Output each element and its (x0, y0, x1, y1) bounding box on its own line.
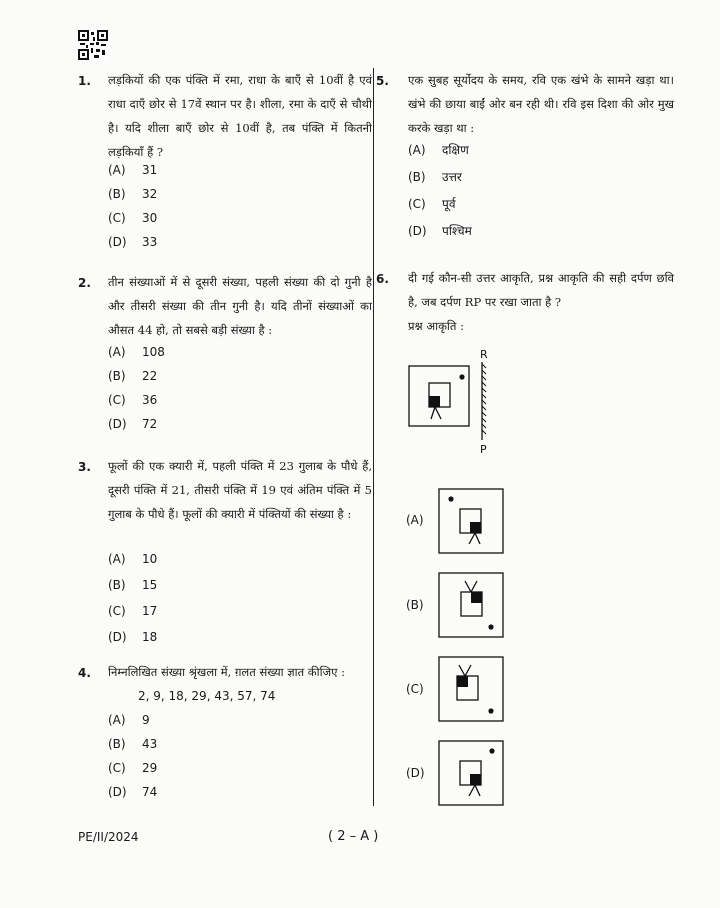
mirror-label-bottom: P (480, 443, 487, 456)
question-text: निम्नलिखित संख्या श्रृंखला में, ग़लत संख्या ज्ञात कीजिए : (108, 665, 346, 679)
option-b[interactable]: (B) 32 (108, 187, 158, 201)
question-text: फूलों की एक क्यारी में, पहली पंक्ति में 23 गुलाब के पौधे हैं, दूसरी पंक्ति में 21, तीसरी पंक्ति में 19 एवं अंतिम पंक्ति में 5 गुलाब के पौधे हैं। फूलों की क्यारी में पंक्तियों की संख्या है : (108, 459, 372, 521)
question-number: 4. (78, 666, 91, 680)
answer-label-d: (D) (406, 766, 425, 780)
question-figure (408, 346, 498, 456)
qr-code-icon (78, 30, 108, 60)
question-number: 3. (78, 460, 91, 474)
option-b[interactable]: (B) 43 (108, 737, 158, 751)
option-a[interactable]: (A) दक्षिण (408, 143, 469, 157)
answer-label-b: (B) (406, 598, 424, 612)
option-b[interactable]: (B) 22 (108, 369, 158, 383)
question-6 (376, 272, 676, 332)
option-c[interactable]: (C) 29 (108, 761, 158, 775)
question-5 (376, 74, 676, 244)
option-c[interactable]: (C) 36 (108, 393, 158, 407)
question-text: तीन संख्याओं में से दूसरी संख्या, पहली संख्या की दो गुनी है और तीसरी संख्या की तीन गुनी है। यदि तीनों संख्याओं का औसत 44 हो, तो सबसे बड़ी संख्या है : (108, 275, 372, 337)
number-sequence: 2, 9, 18, 29, 43, 57, 74 (138, 689, 276, 703)
answer-figure-a[interactable] (438, 488, 504, 554)
question-number: 5. (376, 74, 389, 88)
option-c[interactable]: (C) 17 (108, 604, 158, 618)
option-d[interactable]: (D) 74 (108, 785, 158, 799)
option-d[interactable]: (D) 72 (108, 417, 158, 431)
option-c[interactable]: (C) पूर्व (408, 197, 456, 211)
option-d[interactable]: (D) 18 (108, 630, 158, 644)
question-number: 2. (78, 276, 91, 290)
page-number: ( 2 – A ) (328, 829, 379, 844)
option-b[interactable]: (B) 15 (108, 578, 158, 592)
answer-figure-b[interactable] (438, 572, 504, 638)
paper-code: PE/II/2024 (78, 830, 139, 844)
answer-label-c: (C) (406, 682, 424, 696)
question-number: 6. (376, 272, 389, 286)
answer-figure-d[interactable] (438, 740, 504, 806)
question-text: एक सुबह सूर्योदय के समय, रवि एक खंभे के सामने खड़ा था। खंभे की छाया बाईं ओर बन रही थी। रवि इस दिशा की ओर मुख करके खड़ा था : (408, 73, 674, 135)
answer-figure-c[interactable] (438, 656, 504, 722)
mirror-label-top: R (480, 348, 488, 361)
option-d[interactable]: (D) 33 (108, 235, 158, 249)
question-1 (78, 74, 373, 254)
question-text: लड़कियों की एक पंक्ति में रमा, राधा के बाएँ से 10वीं है एवं राधा दाएँ छोर से 17वें स्थान पर है। शीला, रमा के दाएँ से चौथी है। यदि शीला बाएँ छोर से 10वीं है, तब पंक्ति में कितनी लड़कियाँ हैं ? (108, 73, 372, 159)
option-a[interactable]: (A) 9 (108, 713, 150, 727)
question-number: 1. (78, 74, 91, 88)
question-2 (78, 276, 373, 436)
answer-label-a: (A) (406, 513, 424, 527)
column-divider (373, 68, 374, 806)
question-4 (78, 666, 373, 806)
option-a[interactable]: (A) 10 (108, 552, 158, 566)
option-b[interactable]: (B) उत्तर (408, 170, 462, 184)
option-c[interactable]: (C) 30 (108, 211, 158, 225)
option-d[interactable]: (D) पश्चिम (408, 224, 472, 238)
option-a[interactable]: (A) 31 (108, 163, 158, 177)
question-text: दी गई कौन-सी उत्तर आकृति, प्रश्न आकृति की सही दर्पण छवि है, जब दर्पण RP पर रखा जाता है ? (408, 271, 674, 309)
option-a[interactable]: (A) 108 (108, 345, 165, 359)
question-3 (78, 460, 373, 650)
figure-caption: प्रश्न आकृति : (408, 319, 464, 333)
